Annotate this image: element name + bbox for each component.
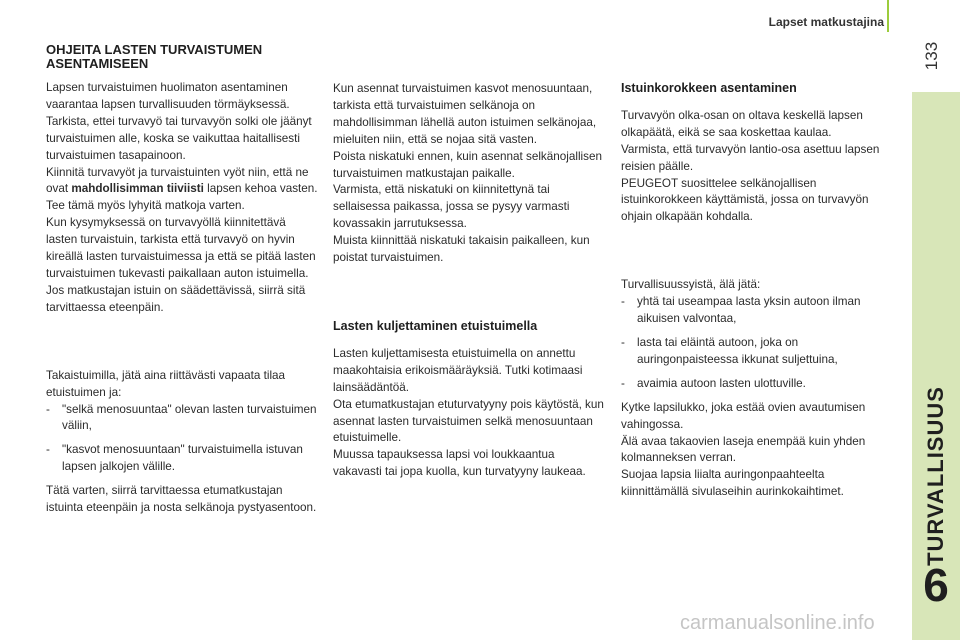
column-2 xyxy=(333,81,605,481)
page-title: OHJEITA LASTEN TURVAISTUMEN ASENTAMISEEN xyxy=(46,42,263,71)
booster-paragraph: Turvavyön olka-osan on oltava keskellä lapsen olkapäätä, eikä se saa koskettaa kaulaa. Varmista, että turvavyön lantio-osa asettuu lapsen reisien päälle. PEUGEOT suosittelee selkänojallisen istuinkorokkeen käyttämistä, jossa on turvavyön ohjain olkapään kohdalla. xyxy=(621,108,880,224)
watermark: carmanualsonline.info xyxy=(680,612,875,634)
seat-adjust-paragraph: Tätä varten, siirrä tarvittaessa etumatkustajan istuinta eteenpäin ja nosta selkänoja pystyasentoon. xyxy=(46,484,317,515)
list-item: - avaimia autoon lasten ulottuville. xyxy=(621,376,893,393)
safety-list xyxy=(621,294,893,393)
front-seat-paragraph: Lasten kuljettamisesta etuistuimella on annettu maakohtaisia erikoismääräyksiä. Tutki kotimaasi lainsäädäntöä. Ota etumatkustajan etuturvatyyny pois käytöstä, kun asennat lasten turvaistuimen selkä menosuuntaan etuistuimelle. Muussa tapauksessa lapsi voi loukkaantua vakavasti tai jopa kuolla, kun turvatyyny laukeaa. xyxy=(333,346,604,479)
header-divider xyxy=(887,0,889,32)
rear-seat-intro: Takaistuimilla, jätä aina riittävästi vapaata tilaa etuistuimen ja: xyxy=(46,368,286,399)
rear-seat-list xyxy=(46,402,318,477)
list-item: - lasta tai eläintä autoon, joka on auringonpaisteessa ikkunat suljettuina, xyxy=(621,335,893,369)
chapter-number: 6 xyxy=(923,559,949,611)
headrest-paragraph: Kun asennat turvaistuimen kasvot menosuuntaan, tarkista että turvaistuimen selkänoja on mahdollisimman lähellä auton istuimen selkänojaa, mieluiten niin, että se nojaa sitä vasten. Poista niskatuki ennen, kuin asennat selkänojallisen turvaistuimen matkustajan paikalle. Varmista, että niskatuki on kiinnitettynä tai sellaisessa paikassa, jossa se pysyy varmasti kovassakin jarrutuksessa. Muista kiinnittää niskatuki takaisin paikalleen, kun poistat turvaistuimen. xyxy=(333,82,602,265)
column-1 xyxy=(46,43,318,517)
installation-bold-text: mahdollisimman tiiviisti xyxy=(71,182,204,196)
chapter-label: TURVALLISUUS xyxy=(923,386,948,566)
safety-intro: Turvallisuussyistä, älä jätä: xyxy=(621,278,761,292)
list-item: - yhtä tai useampaa lasta yksin autoon ilman aikuisen valvontaa, xyxy=(621,294,893,328)
child-lock-paragraph: Kytke lapsilukko, joka estää ovien avautumisen vahingossa. Älä avaa takaovien laseja enempää kuin yhden kolmanneksen verran. Suojaa lapsia liialta auringonpaahteelta kiinnittämällä sivulaseihin aurinkokaihtimet. xyxy=(621,400,866,499)
column-3 xyxy=(621,80,893,501)
list-item: - "selkä menosuuntaa" olevan lasten turvaistuimen väliin, xyxy=(46,402,318,436)
front-seat-subtitle: Lasten kuljettaminen etuistuimella xyxy=(333,318,538,333)
page-number: 133 xyxy=(922,41,941,71)
booster-subtitle: Istuinkorokkeen asentaminen xyxy=(621,81,797,95)
installation-text-end: lapsen kehoa vasten. Tee tämä myös lyhyitä matkoja varten. Kun kysymyksessä on turvavyöllä kiinnitettävä lasten turvaistuin, tarkista että turvavyö on hyvin kireällä lasten turvaistuimessa ja että se pitää lasten turvaistuimen tukevasti paikallaan auton istuimella. Jos matkustajan istuin on säädettävissä, siirrä sitä tarvittaessa eteenpäin. xyxy=(46,182,318,314)
installation-paragraph xyxy=(46,80,318,317)
list-item: - "kasvot menosuuntaan" turvaistuimella istuvan lapsen jalkojen välille. xyxy=(46,442,318,476)
section-header-title: Lapset matkustajina xyxy=(768,15,884,29)
installation-text-start: Lapsen turvaistuimen huolimaton asentaminen vaarantaa lapsen turvallisuuden törmäyksessä. Tarkista, ettei turvavyö tai turvavyön solki ole jäänyt turvaistuimen alle, koska se vaikuttaa haitallisesti turvaistuimen tasapainoon. Kiinnitä turvavyöt ja turvaistuinten vyöt niin, että ne ovat xyxy=(46,81,312,196)
